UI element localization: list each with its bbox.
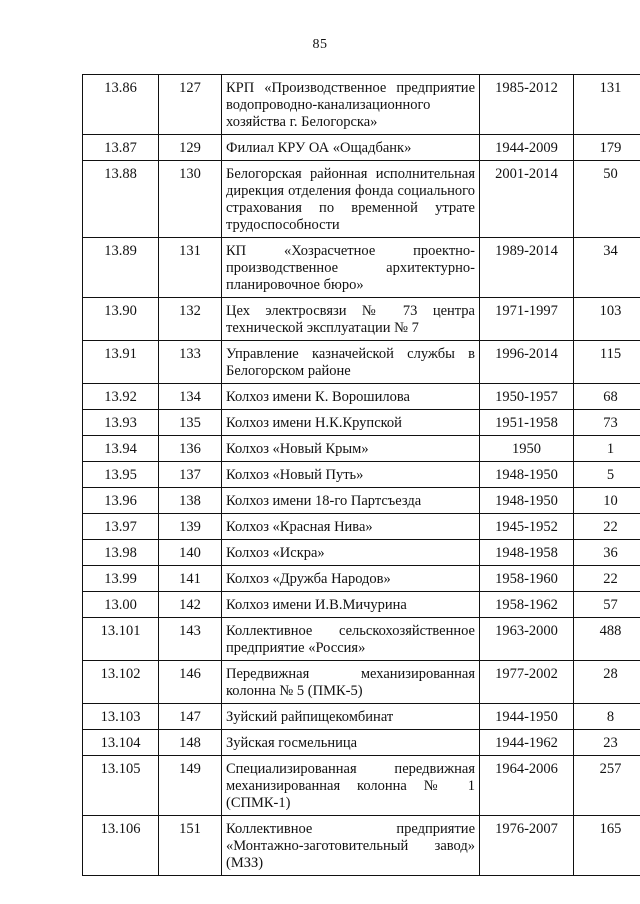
row-index-cell: 13.103 bbox=[83, 704, 159, 730]
table-row bbox=[83, 730, 640, 756]
row-index-cell: 13.96 bbox=[83, 488, 159, 514]
fund-number-cell: 141 bbox=[159, 566, 222, 592]
years-range-cell: 1971-1997 bbox=[480, 298, 574, 341]
item-count-cell: 28 bbox=[574, 661, 640, 704]
years-range-cell: 1963-2000 bbox=[480, 618, 574, 661]
organization-name-cell: КП «Хозрасчетное проектно-производственное архитектурно-планировочное бюро» bbox=[222, 238, 480, 298]
table-row bbox=[83, 238, 640, 298]
table-row bbox=[83, 298, 640, 341]
organization-name-cell: Колхоз «Искра» bbox=[222, 540, 480, 566]
item-count-cell: 23 bbox=[574, 730, 640, 756]
years-range-cell: 1951-1958 bbox=[480, 410, 574, 436]
organization-name-cell: Зуйский райпищекомбинат bbox=[222, 704, 480, 730]
table-row bbox=[83, 540, 640, 566]
row-index-cell: 13.00 bbox=[83, 592, 159, 618]
organization-name-cell: Колхоз имени 18-го Партсъезда bbox=[222, 488, 480, 514]
row-index-cell: 13.101 bbox=[83, 618, 159, 661]
table-row bbox=[83, 661, 640, 704]
fund-number-cell: 132 bbox=[159, 298, 222, 341]
fund-number-cell: 139 bbox=[159, 514, 222, 540]
organization-name-cell: Колхоз «Красная Нива» bbox=[222, 514, 480, 540]
fund-number-cell: 140 bbox=[159, 540, 222, 566]
table-row bbox=[83, 566, 640, 592]
page-number: 85 bbox=[312, 37, 328, 52]
fund-number-cell: 138 bbox=[159, 488, 222, 514]
row-index-cell: 13.98 bbox=[83, 540, 159, 566]
fund-number-cell: 137 bbox=[159, 462, 222, 488]
fund-number-cell: 142 bbox=[159, 592, 222, 618]
years-range-cell: 1958-1960 bbox=[480, 566, 574, 592]
fund-number-cell: 134 bbox=[159, 384, 222, 410]
row-index-cell: 13.86 bbox=[83, 75, 159, 135]
table-row bbox=[83, 756, 640, 816]
item-count-cell: 22 bbox=[574, 514, 640, 540]
organization-name-cell: Колхоз «Новый Путь» bbox=[222, 462, 480, 488]
row-index-cell: 13.90 bbox=[83, 298, 159, 341]
organization-name-cell: Коллективное предприятие «Монтажно-заготовительный завод» (МЗЗ) bbox=[222, 816, 480, 876]
row-index-cell: 13.91 bbox=[83, 341, 159, 384]
row-index-cell: 13.104 bbox=[83, 730, 159, 756]
table-row bbox=[83, 135, 640, 161]
item-count-cell: 34 bbox=[574, 238, 640, 298]
fund-number-cell: 135 bbox=[159, 410, 222, 436]
row-index-cell: 13.97 bbox=[83, 514, 159, 540]
organization-name-cell: Передвижная механизированная колонна № 5 (ПМК-5) bbox=[222, 661, 480, 704]
organization-name-cell: Специализированная передвижная механизированная колонна № 1 (СПМК-1) bbox=[222, 756, 480, 816]
row-index-cell: 13.102 bbox=[83, 661, 159, 704]
years-range-cell: 1989-2014 bbox=[480, 238, 574, 298]
fund-number-cell: 148 bbox=[159, 730, 222, 756]
fund-number-cell: 130 bbox=[159, 161, 222, 238]
organization-name-cell: Белогорская районная исполнительная дирекция отделения фонда социального страхования по временной утрате трудоспособности bbox=[222, 161, 480, 238]
item-count-cell: 165 bbox=[574, 816, 640, 876]
years-range-cell: 1944-1962 bbox=[480, 730, 574, 756]
item-count-cell: 115 bbox=[574, 341, 640, 384]
organization-name-cell: Колхоз имени И.В.Мичурина bbox=[222, 592, 480, 618]
row-index-cell: 13.99 bbox=[83, 566, 159, 592]
organization-name-cell: Колхоз «Новый Крым» bbox=[222, 436, 480, 462]
years-range-cell: 1976-2007 bbox=[480, 816, 574, 876]
fund-number-cell: 129 bbox=[159, 135, 222, 161]
years-range-cell: 1948-1958 bbox=[480, 540, 574, 566]
item-count-cell: 68 bbox=[574, 384, 640, 410]
fund-number-cell: 133 bbox=[159, 341, 222, 384]
organization-name-cell: Колхоз имени Н.К.Крупской bbox=[222, 410, 480, 436]
item-count-cell: 1 bbox=[574, 436, 640, 462]
years-range-cell: 1964-2006 bbox=[480, 756, 574, 816]
table-row bbox=[83, 75, 640, 135]
row-index-cell: 13.92 bbox=[83, 384, 159, 410]
row-index-cell: 13.95 bbox=[83, 462, 159, 488]
row-index-cell: 13.89 bbox=[83, 238, 159, 298]
table-row bbox=[83, 816, 640, 876]
organization-name-cell: КРП «Производственное предприятие водопроводно-канализационного хозяйства г. Белогорска» bbox=[222, 75, 480, 135]
table-row bbox=[83, 384, 640, 410]
years-range-cell: 1958-1962 bbox=[480, 592, 574, 618]
item-count-cell: 22 bbox=[574, 566, 640, 592]
item-count-cell: 50 bbox=[574, 161, 640, 238]
item-count-cell: 257 bbox=[574, 756, 640, 816]
organization-name-cell: Филиал КРУ ОА «Ощадбанк» bbox=[222, 135, 480, 161]
table-row bbox=[83, 462, 640, 488]
table-row bbox=[83, 704, 640, 730]
years-range-cell: 1944-2009 bbox=[480, 135, 574, 161]
item-count-cell: 5 bbox=[574, 462, 640, 488]
item-count-cell: 488 bbox=[574, 618, 640, 661]
organization-name-cell: Колхоз имени К. Ворошилова bbox=[222, 384, 480, 410]
item-count-cell: 10 bbox=[574, 488, 640, 514]
table-row bbox=[83, 436, 640, 462]
row-index-cell: 13.94 bbox=[83, 436, 159, 462]
archive-register-table bbox=[82, 74, 640, 876]
organization-name-cell: Цех электросвязи № 73 центра технической эксплуатации № 7 bbox=[222, 298, 480, 341]
organization-name-cell: Колхоз «Дружба Народов» bbox=[222, 566, 480, 592]
item-count-cell: 103 bbox=[574, 298, 640, 341]
years-range-cell: 2001-2014 bbox=[480, 161, 574, 238]
years-range-cell: 1950-1957 bbox=[480, 384, 574, 410]
item-count-cell: 131 bbox=[574, 75, 640, 135]
row-index-cell: 13.93 bbox=[83, 410, 159, 436]
item-count-cell: 57 bbox=[574, 592, 640, 618]
years-range-cell: 1950 bbox=[480, 436, 574, 462]
fund-number-cell: 127 bbox=[159, 75, 222, 135]
years-range-cell: 1996-2014 bbox=[480, 341, 574, 384]
row-index-cell: 13.87 bbox=[83, 135, 159, 161]
table-row bbox=[83, 161, 640, 238]
table-row bbox=[83, 514, 640, 540]
fund-number-cell: 151 bbox=[159, 816, 222, 876]
organization-name-cell: Управление казначейской службы в Белогорском районе bbox=[222, 341, 480, 384]
row-index-cell: 13.88 bbox=[83, 161, 159, 238]
fund-number-cell: 136 bbox=[159, 436, 222, 462]
item-count-cell: 36 bbox=[574, 540, 640, 566]
table-row bbox=[83, 592, 640, 618]
years-range-cell: 1985-2012 bbox=[480, 75, 574, 135]
organization-name-cell: Коллективное сельскохозяйственное предприятие «Россия» bbox=[222, 618, 480, 661]
fund-number-cell: 147 bbox=[159, 704, 222, 730]
fund-number-cell: 146 bbox=[159, 661, 222, 704]
row-index-cell: 13.106 bbox=[83, 816, 159, 876]
fund-number-cell: 149 bbox=[159, 756, 222, 816]
row-index-cell: 13.105 bbox=[83, 756, 159, 816]
years-range-cell: 1945-1952 bbox=[480, 514, 574, 540]
years-range-cell: 1948-1950 bbox=[480, 488, 574, 514]
register-table-body bbox=[83, 75, 640, 876]
item-count-cell: 8 bbox=[574, 704, 640, 730]
table-row bbox=[83, 341, 640, 384]
table-row bbox=[83, 488, 640, 514]
item-count-cell: 73 bbox=[574, 410, 640, 436]
fund-number-cell: 143 bbox=[159, 618, 222, 661]
table-row bbox=[83, 618, 640, 661]
years-range-cell: 1944-1950 bbox=[480, 704, 574, 730]
table-row bbox=[83, 410, 640, 436]
years-range-cell: 1977-2002 bbox=[480, 661, 574, 704]
item-count-cell: 179 bbox=[574, 135, 640, 161]
years-range-cell: 1948-1950 bbox=[480, 462, 574, 488]
organization-name-cell: Зуйская госмельница bbox=[222, 730, 480, 756]
fund-number-cell: 131 bbox=[159, 238, 222, 298]
